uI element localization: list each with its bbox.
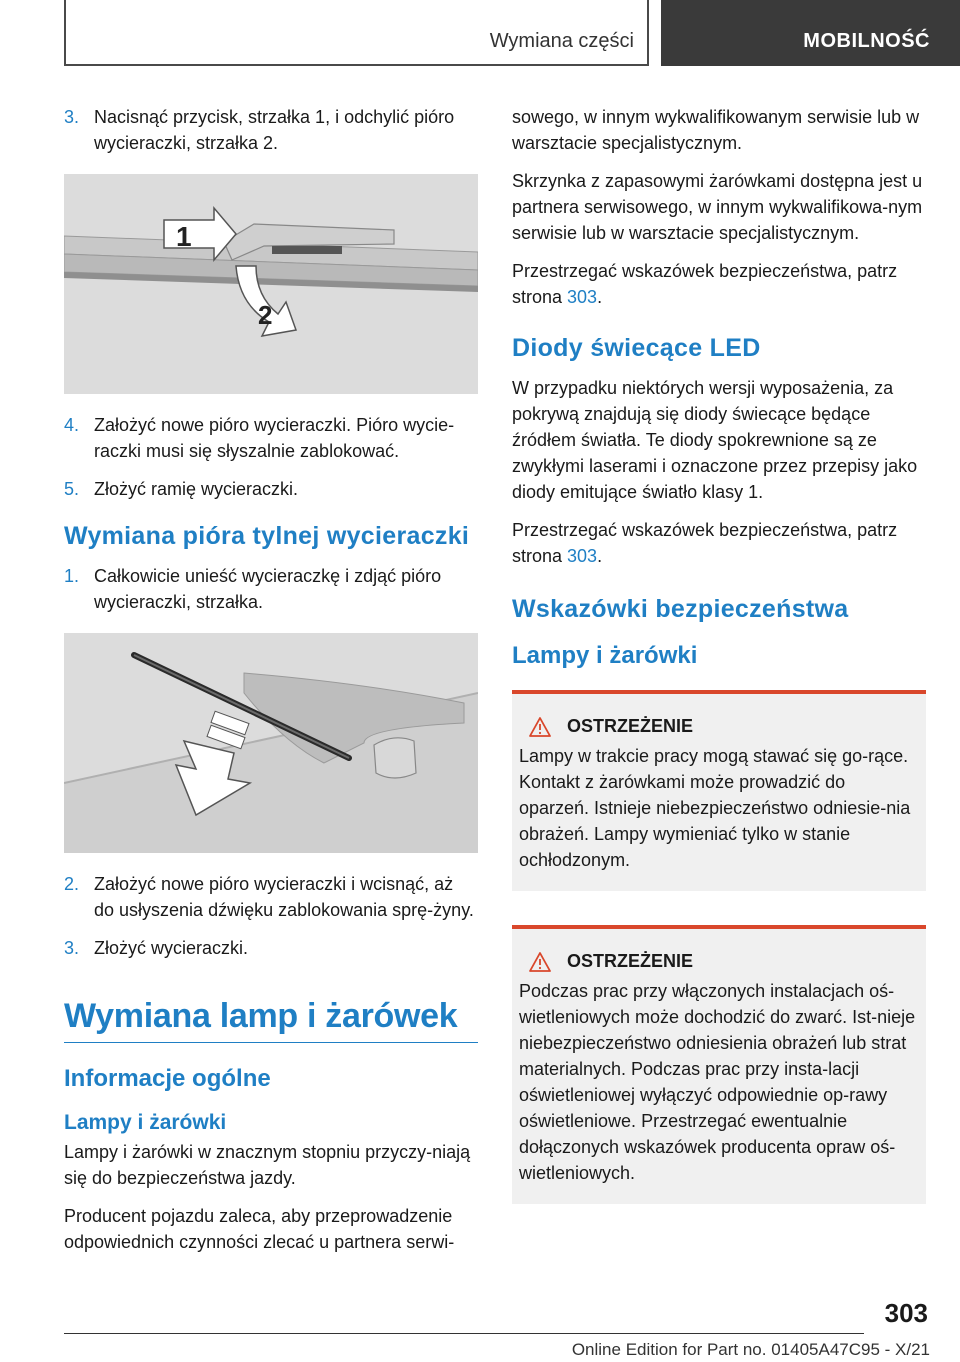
paragraph-end: . [597, 546, 603, 566]
paragraph: Skrzynka z zapasowymi żarówkami dostępna jest u partnera serwisowego, w innym wykwalifikowa-nym serwisie lub w warsztacie specjalistycznym. [512, 171, 923, 243]
step-number: 5. [64, 479, 80, 499]
heading-general-info: Informacje ogólne [64, 1065, 271, 1092]
heading-lamp-replacement: Wymiana lamp i żarówek [64, 997, 478, 1043]
step-number: 3. [64, 107, 80, 127]
paragraph: Lampy i żarówki w znacznym stopniu przyczy-niają się do bezpieczeństwa jazdy. [64, 1142, 471, 1188]
edition-info: Online Edition for Part no. 01405A47C95 - X/21 [571, 1340, 930, 1359]
heading-lamps-bulbs: Lampy i żarówki [512, 642, 698, 669]
header-section-title: Wymiana części [489, 30, 634, 52]
step-text: Całkowicie unieść wycieraczkę i zdjąć pióro wycieraczki, strzałka. [94, 566, 442, 612]
page-link[interactable]: 303 [567, 287, 598, 307]
heading-safety: Wskazówki bezpieczeństwa [512, 595, 849, 623]
warning-triangle-icon [529, 717, 551, 737]
page-number: 303 [884, 1298, 928, 1328]
paragraph-text: Przestrzegać wskazówek bezpieczeństwa, patrz strona [512, 261, 898, 307]
warning-triangle-icon [529, 952, 551, 972]
warning-header [519, 716, 918, 737]
left-column [64, 104, 478, 1267]
heading-lamps-bulbs: Lampy i żarówki [64, 1111, 227, 1134]
paragraph: sowego, w innym wykwalifikowanym serwisie lub w warsztacie specjalistycznym. [512, 107, 920, 153]
page-header [0, 0, 960, 66]
step-number: 4. [64, 415, 80, 435]
header-chapter-title: MOBILNOŚĆ [803, 30, 930, 52]
rear-wiper-illustration [64, 633, 478, 853]
step-number: 2. [64, 874, 80, 894]
figure-label-1: 1 [176, 221, 192, 252]
step-3 [64, 104, 478, 156]
paragraph-end: . [597, 287, 603, 307]
warning-title: OSTRZEŻENIE [567, 951, 694, 971]
rear-step-1 [64, 563, 478, 615]
step-text: Założyć nowe pióro wycieraczki. Pióro wycie-raczki musi się słyszalnie zablokować. [94, 415, 455, 461]
paragraph: W przypadku niektórych wersji wyposażenia, za pokrywą znajdują się diody świecące będące źródłem światła. Te diody spokrewnione są ze zwykłymi laserami i oznaczone przez przepisy jako diody emitujące światło klasy 1. [512, 378, 918, 502]
figure-label-2: 2 [258, 300, 273, 330]
paragraph-text: Przestrzegać wskazówek bezpieczeństwa, patrz strona [512, 520, 898, 566]
warning-title: OSTRZEŻENIE [567, 716, 694, 736]
page-link[interactable]: 303 [567, 546, 598, 566]
step-text: Nacisnąć przycisk, strzałka 1, i odchylić pióro wycieraczki, strzałka 2. [94, 107, 455, 153]
figure-front-wiper [64, 174, 478, 394]
step-text: Złożyć wycieraczki. [94, 938, 249, 958]
step-text: Założyć nowe pióro wycieraczki i wcisnąć, aż do usłyszenia dźwięku zablokowania sprę-żyny. [94, 874, 474, 920]
footer-divider [64, 1333, 864, 1334]
step-number: 3. [64, 938, 80, 958]
heading-rear-wiper: Wymiana pióra tylnej wycieraczki [64, 522, 470, 550]
step-text: Złożyć ramię wycieraczki. [94, 479, 299, 499]
paragraph-safety-ref [512, 258, 926, 310]
warning-box-1 [512, 690, 926, 891]
front-wiper-illustration [64, 174, 478, 394]
warning-header [519, 951, 918, 972]
figure-rear-wiper [64, 633, 478, 853]
heading-led: Diody świecące LED [512, 334, 761, 362]
warning-box-2 [512, 925, 926, 1204]
step-5 [64, 476, 478, 502]
warning-text: Lampy w trakcie pracy mogą stawać się go-rące. Kontakt z żarówkami może prowadzić do oparzeń. Istnieje niebezpieczeństwo odniesie-nia obrażeń. Lampy wymieniać tylko w stanie ochłodzonym. [519, 746, 911, 870]
warning-text: Podczas prac przy włączonych instalacjach oś-wietleniowych może dochodzić do zwarć. Ist-nieje niebezpieczeństwo odniesienia obrażeń lub strat materialnych. Podczas prac przy insta-lacji oświetleniowej wyłączyć odpowiednie op-rawy oświetleniowe. Przestrzegać ewentualnie dołączonych wskazówek producenta opraw oś-wietleniowych. [519, 981, 916, 1183]
paragraph-safety-ref [512, 517, 926, 569]
rear-step-3 [64, 935, 478, 961]
paragraph: Producent pojazdu zaleca, aby przeprowadzenie odpowiednich czynności zlecać u partnera serwi- [64, 1206, 455, 1252]
step-4 [64, 412, 478, 464]
right-column [512, 104, 926, 1204]
rear-step-2 [64, 871, 478, 923]
step-number: 1. [64, 566, 80, 586]
